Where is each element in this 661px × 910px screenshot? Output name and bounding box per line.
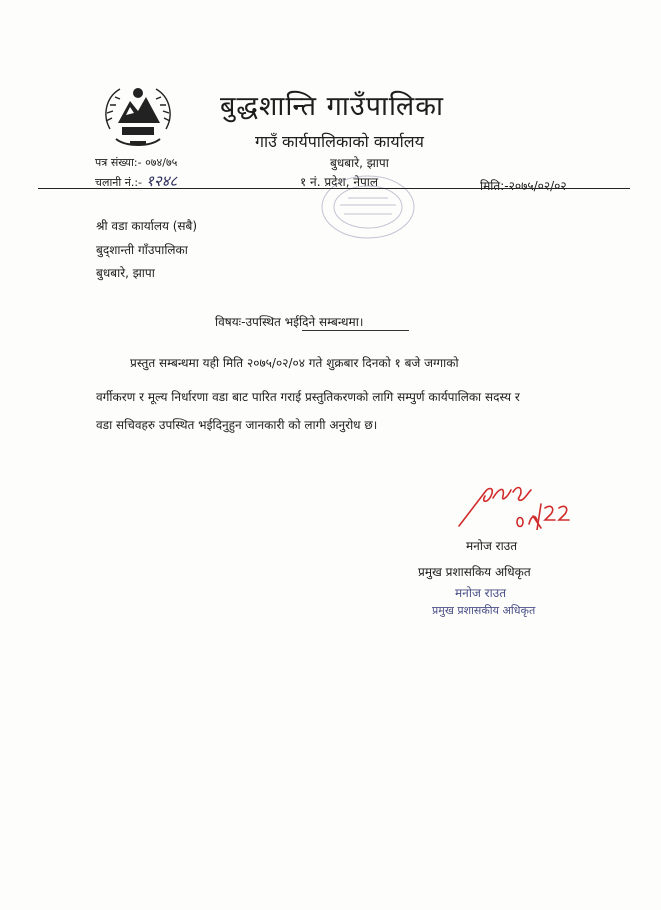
government-emblem-icon (96, 75, 180, 159)
subject-prefix: विषयः- (215, 315, 246, 329)
handwritten-signature-icon (455, 478, 580, 530)
body-line-3: वडा सचिवहरु उपस्थित भईदिनुहुन जानकारी को लागी अनुरोध छ। (96, 418, 378, 432)
subject-text: उपस्थित भईदिने सम्बन्धमा। (245, 315, 364, 329)
subject-line (215, 313, 363, 330)
body-line-1: प्रस्तुत सम्बन्धमा यही मिति २०७५/०२/०४ गते शुक्रबार दिनको १ बजे जग्गाको (130, 356, 459, 370)
subject-underline (302, 330, 409, 331)
signer-title: प्रमुख प्रशासकिय अधिकृत (418, 565, 531, 579)
office-stamp-icon (318, 172, 418, 242)
office-title: बुद्धशान्ति गाउँपालिका (220, 91, 444, 122)
dispatch-number-value: १२४८ (146, 172, 178, 190)
recipient-line-2: बुद्शान्ती गाँउपालिका (96, 243, 188, 257)
address-line-2: १ नं. प्रदेश, नेपाल (300, 175, 379, 189)
seal-title: प्रमुख प्रशासकीय अधिकृत (432, 604, 536, 617)
body-line-2: वर्गीकरण र मूल्य निर्धारणा वडा बाट पारित गराई प्रस्तुतिकरणको लागि सम्पुर्ण कार्यपालिका सदस्य र (96, 390, 520, 404)
office-subtitle: गाउँ कार्यपालिकाको कार्यालय (255, 132, 424, 151)
letter-number: पत्र संख्या:- ०७४/७५ (95, 156, 178, 169)
recipient-line-3: बुधबारे, झापा (96, 266, 155, 280)
address-line-1: बुधबारे, झापा (330, 156, 389, 170)
seal-name: मनोज राउत (455, 586, 507, 600)
letterhead-divider (38, 188, 630, 189)
dispatch-number-label: चलानी नं.:- (95, 176, 143, 189)
signer-name: मनोज राउत (466, 539, 518, 553)
letter-date: मिति:-२०७५/०२/०२ (480, 179, 567, 193)
recipient-line-1: श्री वडा कार्यालय (सबै) (96, 219, 198, 233)
